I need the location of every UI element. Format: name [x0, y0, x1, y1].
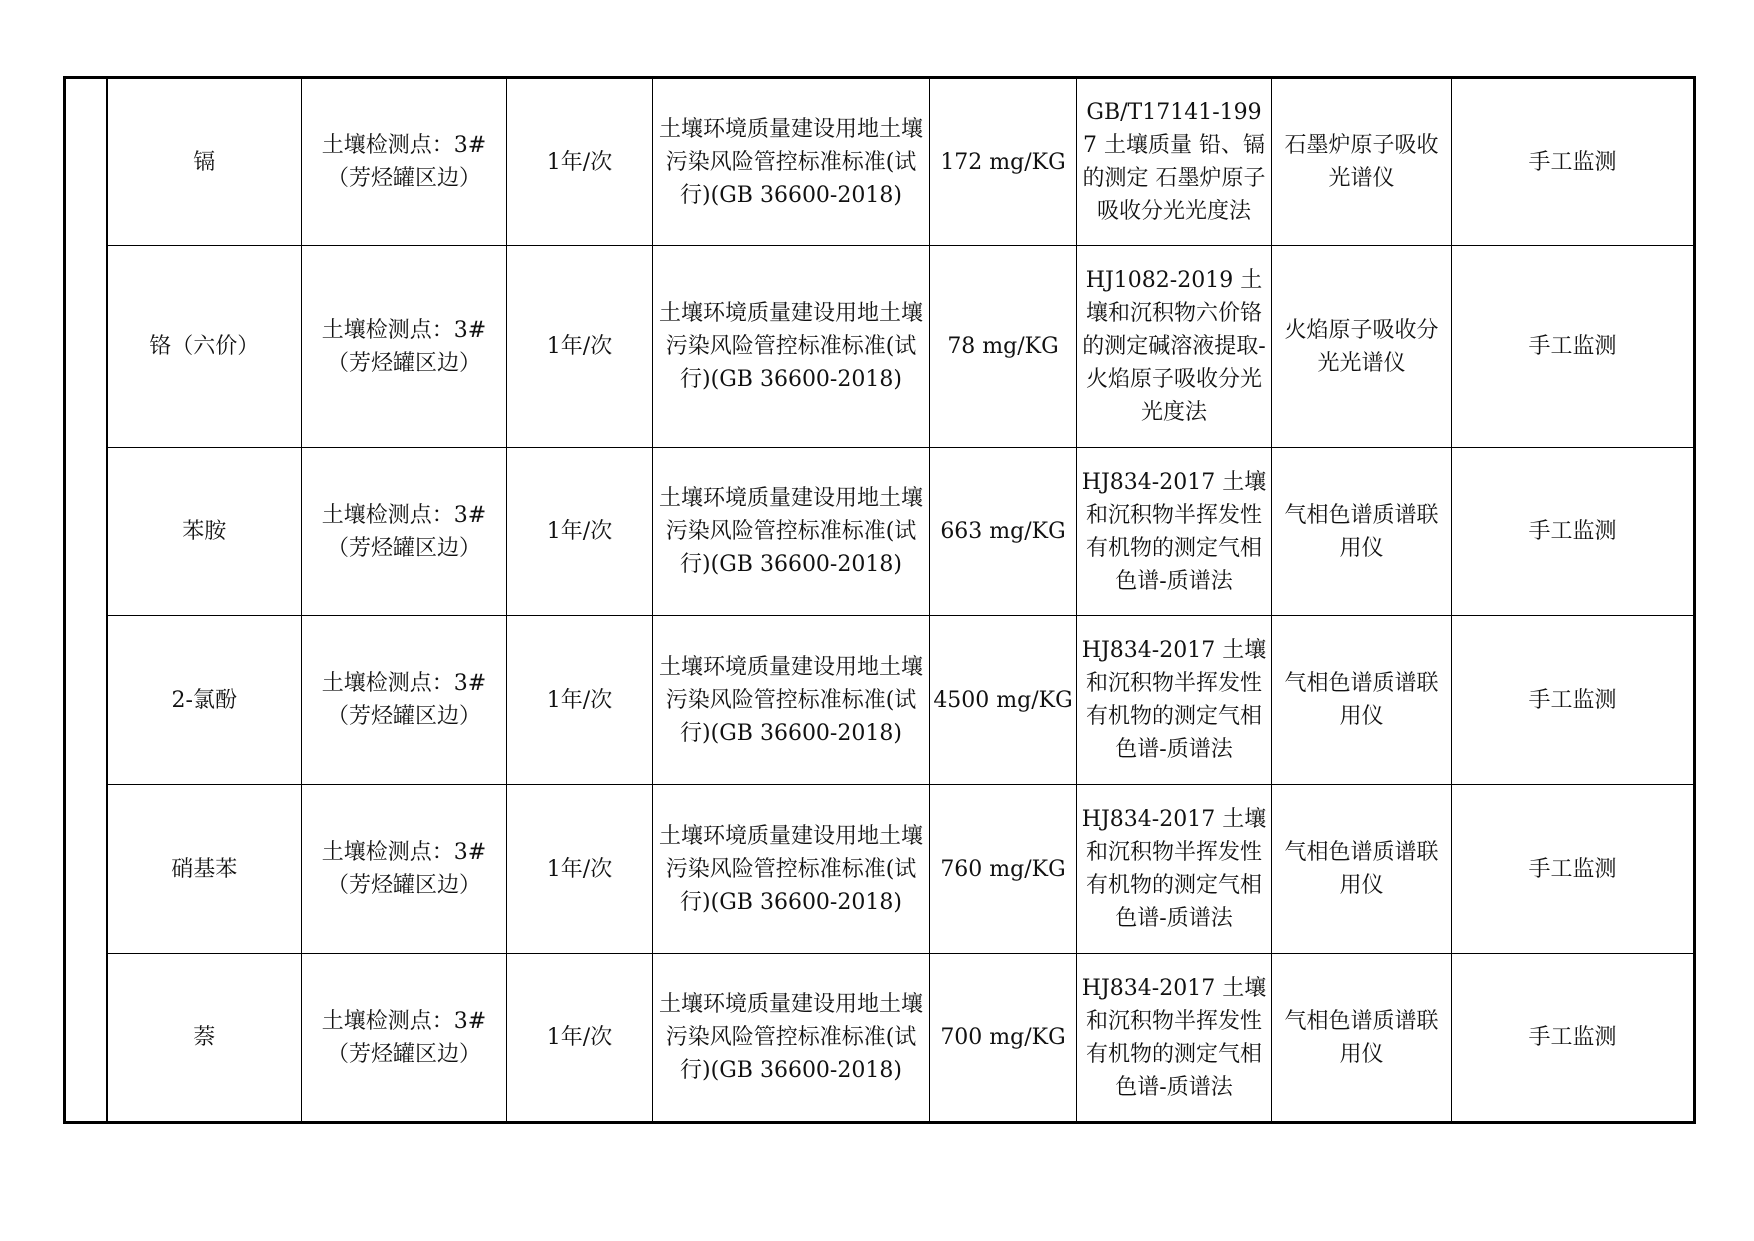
location-cell: 土壤检测点：3#（芳烃罐区边） — [302, 78, 507, 246]
location-cell: 土壤检测点：3#（芳烃罐区边） — [302, 785, 507, 954]
frequency-cell: 1年/次 — [507, 246, 653, 448]
mode-cell: 手工监测 — [1452, 785, 1695, 954]
table-row — [65, 246, 1695, 448]
frequency-cell: 1年/次 — [507, 78, 653, 246]
mode-cell: 手工监测 — [1452, 954, 1695, 1123]
pollutant-cell: 2-氯酚 — [107, 616, 302, 785]
category-merged-cell — [65, 78, 107, 1123]
instrument-cell: 气相色谱质谱联用仪 — [1272, 448, 1452, 616]
mode-cell: 手工监测 — [1452, 616, 1695, 785]
instrument-cell: 气相色谱质谱联用仪 — [1272, 785, 1452, 954]
method-cell: HJ834-2017 土壤和沉积物半挥发性有机物的测定气相色谱-质谱法 — [1077, 448, 1272, 616]
table-row — [65, 616, 1695, 785]
instrument-cell: 石墨炉原子吸收光谱仪 — [1272, 78, 1452, 246]
standard-cell: 土壤环境质量建设用地土壤污染风险管控标准标准(试行)(GB 36600-2018) — [653, 616, 930, 785]
mode-cell: 手工监测 — [1452, 78, 1695, 246]
method-cell: HJ834-2017 土壤和沉积物半挥发性有机物的测定气相色谱-质谱法 — [1077, 616, 1272, 785]
frequency-cell: 1年/次 — [507, 616, 653, 785]
pollutant-cell: 铬（六价） — [107, 246, 302, 448]
limit-cell: 663 mg/KG — [930, 448, 1077, 616]
pollutant-cell: 硝基苯 — [107, 785, 302, 954]
method-cell: HJ834-2017 土壤和沉积物半挥发性有机物的测定气相色谱-质谱法 — [1077, 785, 1272, 954]
frequency-cell: 1年/次 — [507, 785, 653, 954]
standard-cell: 土壤环境质量建设用地土壤污染风险管控标准标准(试行)(GB 36600-2018) — [653, 448, 930, 616]
frequency-cell: 1年/次 — [507, 448, 653, 616]
limit-cell: 78 mg/KG — [930, 246, 1077, 448]
location-cell: 土壤检测点：3#（芳烃罐区边） — [302, 246, 507, 448]
table-row — [65, 78, 1695, 246]
frequency-cell: 1年/次 — [507, 954, 653, 1123]
method-cell: HJ834-2017 土壤和沉积物半挥发性有机物的测定气相色谱-质谱法 — [1077, 954, 1272, 1123]
location-cell: 土壤检测点：3#（芳烃罐区边） — [302, 448, 507, 616]
instrument-cell: 火焰原子吸收分光光谱仪 — [1272, 246, 1452, 448]
mode-cell: 手工监测 — [1452, 448, 1695, 616]
standard-cell: 土壤环境质量建设用地土壤污染风险管控标准标准(试行)(GB 36600-2018) — [653, 246, 930, 448]
monitoring-table — [63, 76, 1696, 1124]
location-cell: 土壤检测点：3#（芳烃罐区边） — [302, 616, 507, 785]
instrument-cell: 气相色谱质谱联用仪 — [1272, 616, 1452, 785]
method-cell: GB/T17141-1997 土壤质量 铅、镉的测定 石墨炉原子吸收分光光度法 — [1077, 78, 1272, 246]
pollutant-cell: 镉 — [107, 78, 302, 246]
limit-cell: 760 mg/KG — [930, 785, 1077, 954]
instrument-cell: 气相色谱质谱联用仪 — [1272, 954, 1452, 1123]
limit-cell: 700 mg/KG — [930, 954, 1077, 1123]
limit-cell: 172 mg/KG — [930, 78, 1077, 246]
table-row — [65, 448, 1695, 616]
table-row — [65, 954, 1695, 1123]
standard-cell: 土壤环境质量建设用地土壤污染风险管控标准标准(试行)(GB 36600-2018) — [653, 785, 930, 954]
location-cell: 土壤检测点：3#（芳烃罐区边） — [302, 954, 507, 1123]
limit-cell: 4500 mg/KG — [930, 616, 1077, 785]
mode-cell: 手工监测 — [1452, 246, 1695, 448]
method-cell: HJ1082-2019 土壤和沉积物六价铬的测定碱溶液提取-火焰原子吸收分光光度法 — [1077, 246, 1272, 448]
standard-cell: 土壤环境质量建设用地土壤污染风险管控标准标准(试行)(GB 36600-2018) — [653, 954, 930, 1123]
pollutant-cell: 苯胺 — [107, 448, 302, 616]
pollutant-cell: 萘 — [107, 954, 302, 1123]
standard-cell: 土壤环境质量建设用地土壤污染风险管控标准标准(试行)(GB 36600-2018) — [653, 78, 930, 246]
table-row — [65, 785, 1695, 954]
